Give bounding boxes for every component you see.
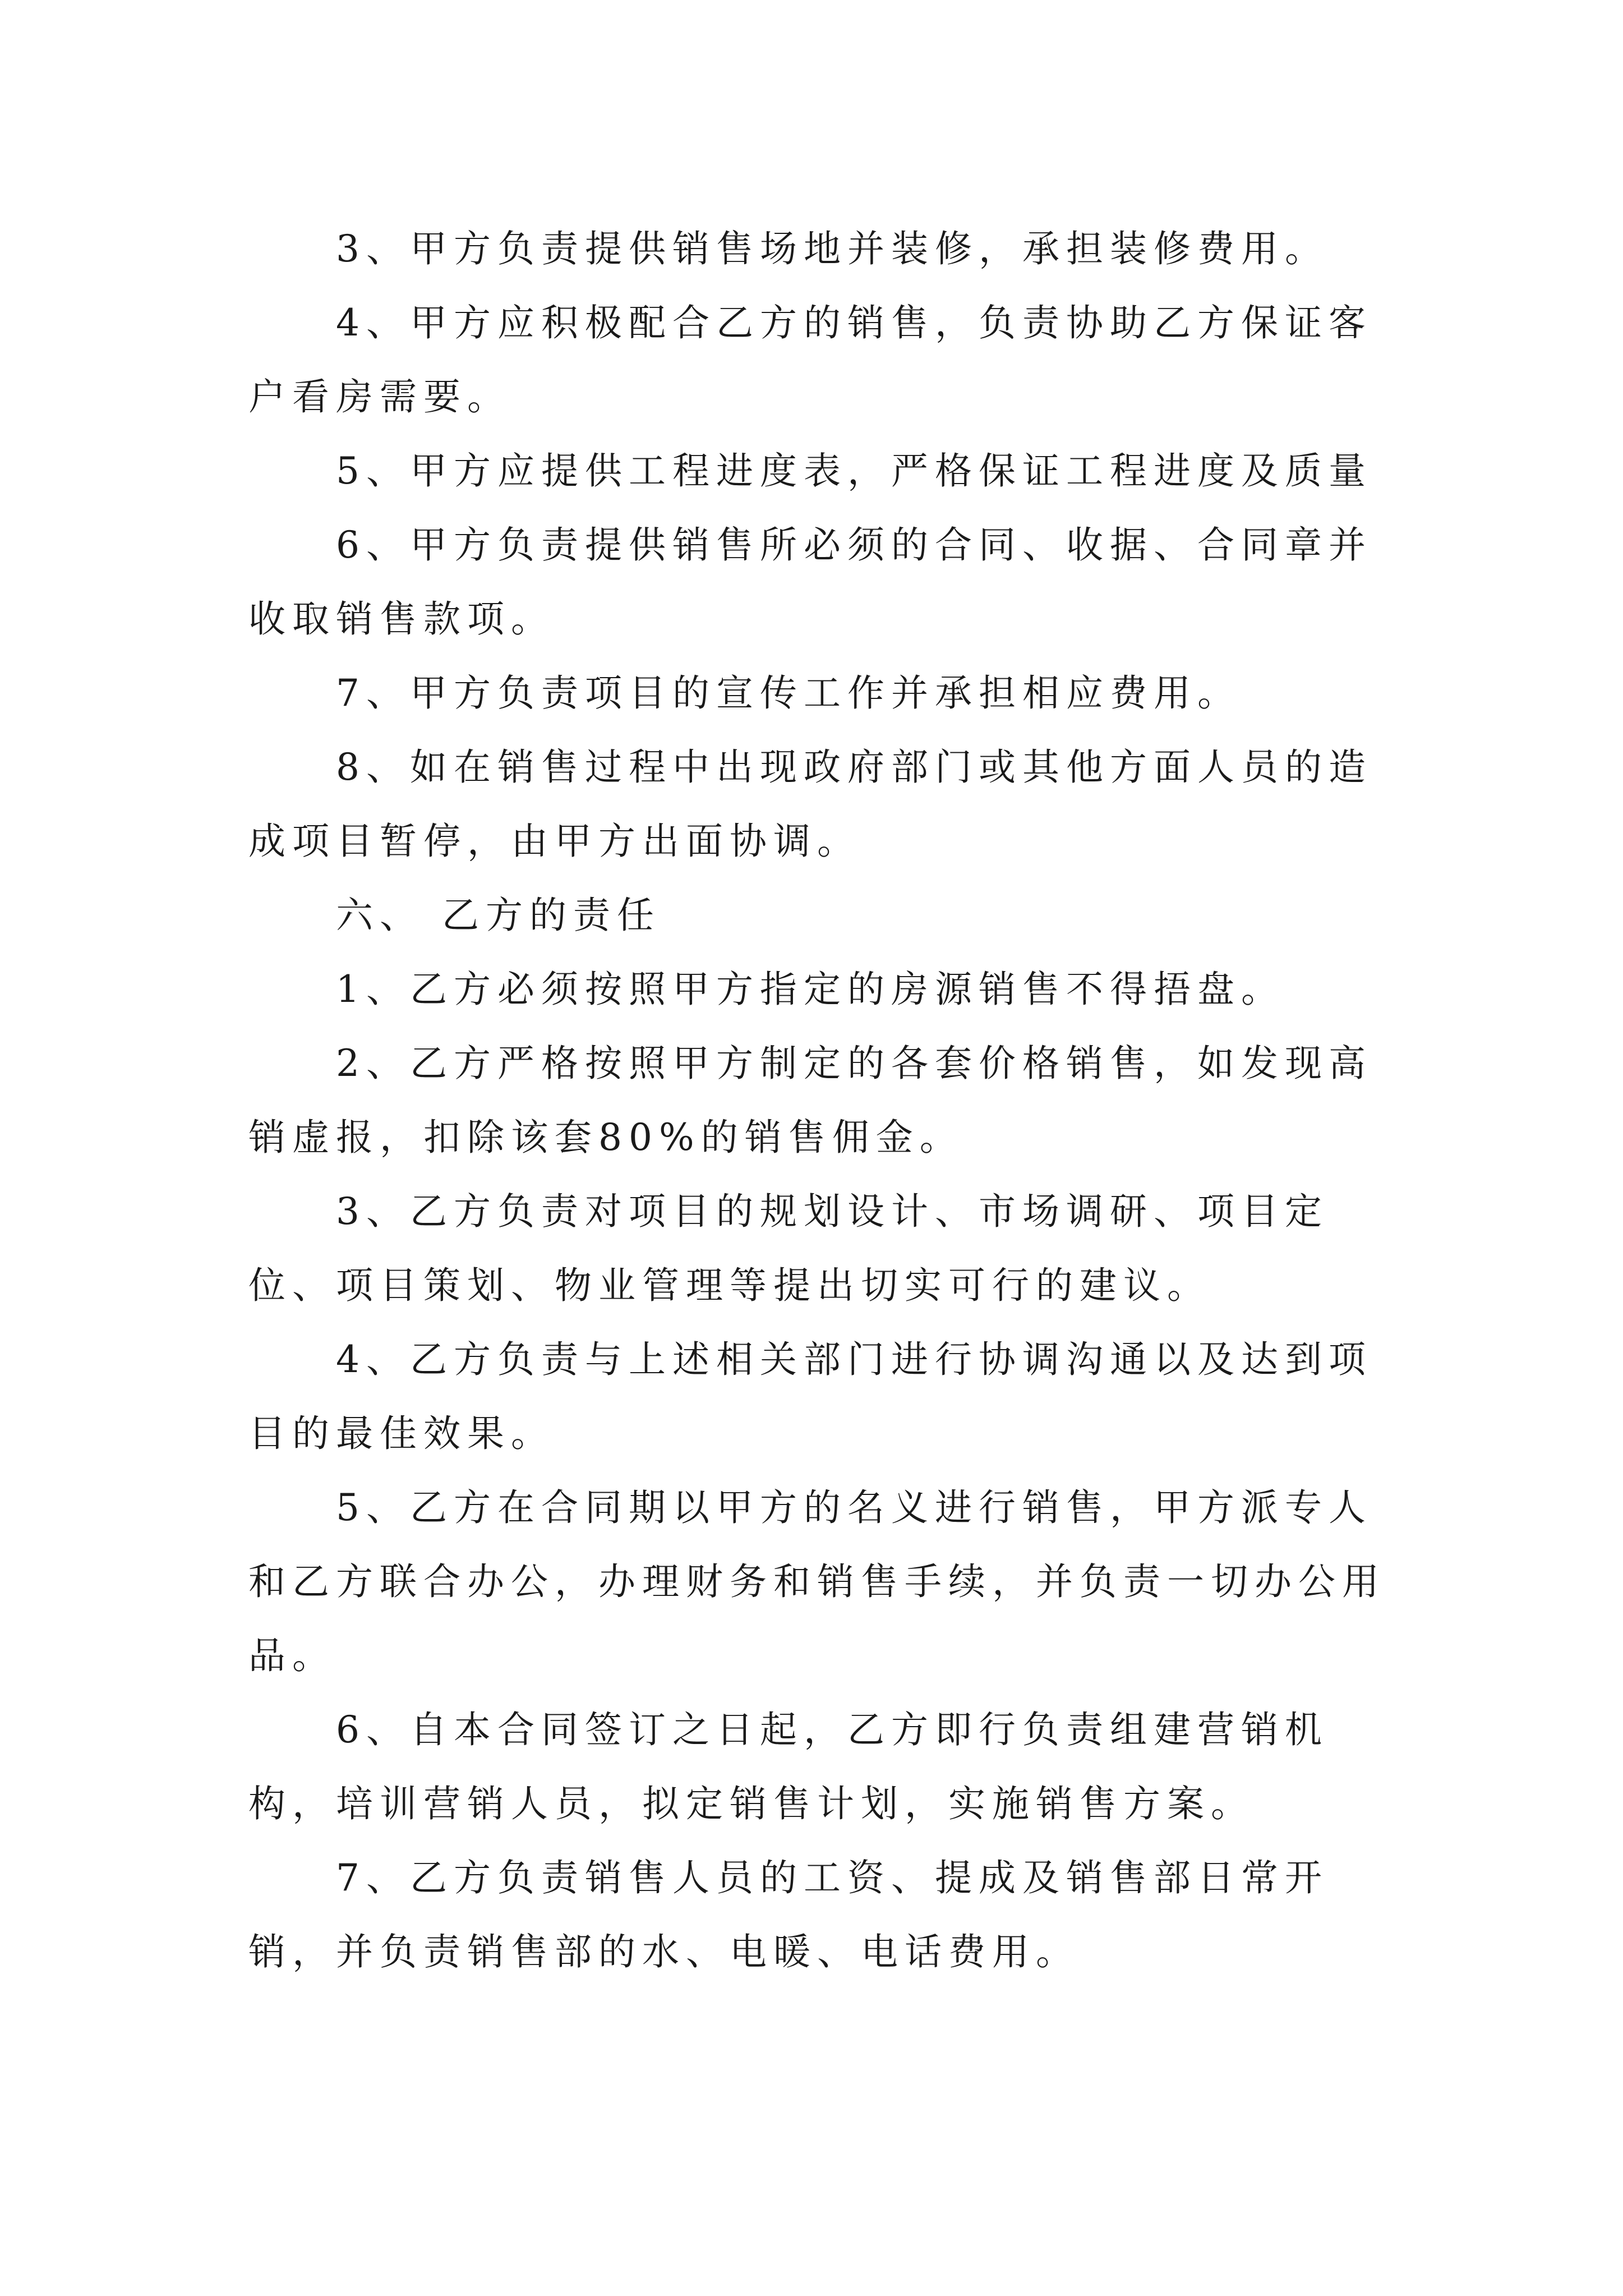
paragraph-jia-3: 3、甲方负责提供销售场地并装修，承担装修费用。	[336, 227, 1329, 270]
paragraph-yi-2: 2、乙方严格按照甲方制定的各套价格销售，如发现高销虚报，扣除该套80%的销售佣金。	[248, 1042, 1372, 1159]
paragraph-jia-8: 8、如在销售过程中出现政府部门或其他方面人员的造成项目暂停，由甲方出面协调。	[248, 746, 1372, 863]
paragraph-jia-5: 5、甲方应提供工程进度表，严格保证工程进度及质量	[336, 449, 1372, 493]
paragraph-jia-6: 6、甲方负责提供销售所必须的合同、收据、合同章并收取销售款项。	[248, 523, 1372, 641]
section-heading-yi-responsibilities: 六、 乙方的责任	[336, 894, 661, 937]
paragraph-yi-5: 5、乙方在合同期以甲方的名义进行销售，甲方派专人和乙方联合办公，办理财务和销售手续，并负责一切办公用品。	[248, 1486, 1386, 1677]
paragraph-yi-4: 4、乙方负责与上述相关部门进行协调沟通以及达到项目的最佳效果。	[248, 1338, 1372, 1455]
paragraph-yi-1: 1、乙方必须按照甲方指定的房源销售不得捂盘。	[336, 968, 1285, 1011]
paragraph-yi-3: 3、乙方负责对项目的规划设计、市场调研、项目定位、项目策划、物业管理等提出切实可行的建议。	[248, 1190, 1329, 1307]
paragraph-jia-7: 7、甲方负责项目的宣传工作并承担相应费用。	[336, 671, 1241, 715]
paragraph-jia-4: 4、甲方应积极配合乙方的销售，负责协助乙方保证客户看房需要。	[248, 301, 1372, 418]
document-body	[248, 212, 1398, 1989]
paragraph-yi-6: 6、自本合同签订之日起，乙方即行负责组建营销机构，培训营销人员，拟定销售计划，实施销售方案。	[248, 1708, 1329, 1825]
paragraph-yi-7: 7、乙方负责销售人员的工资、提成及销售部日常开销，并负责销售部的水、电暖、电话费用。	[248, 1856, 1329, 1973]
